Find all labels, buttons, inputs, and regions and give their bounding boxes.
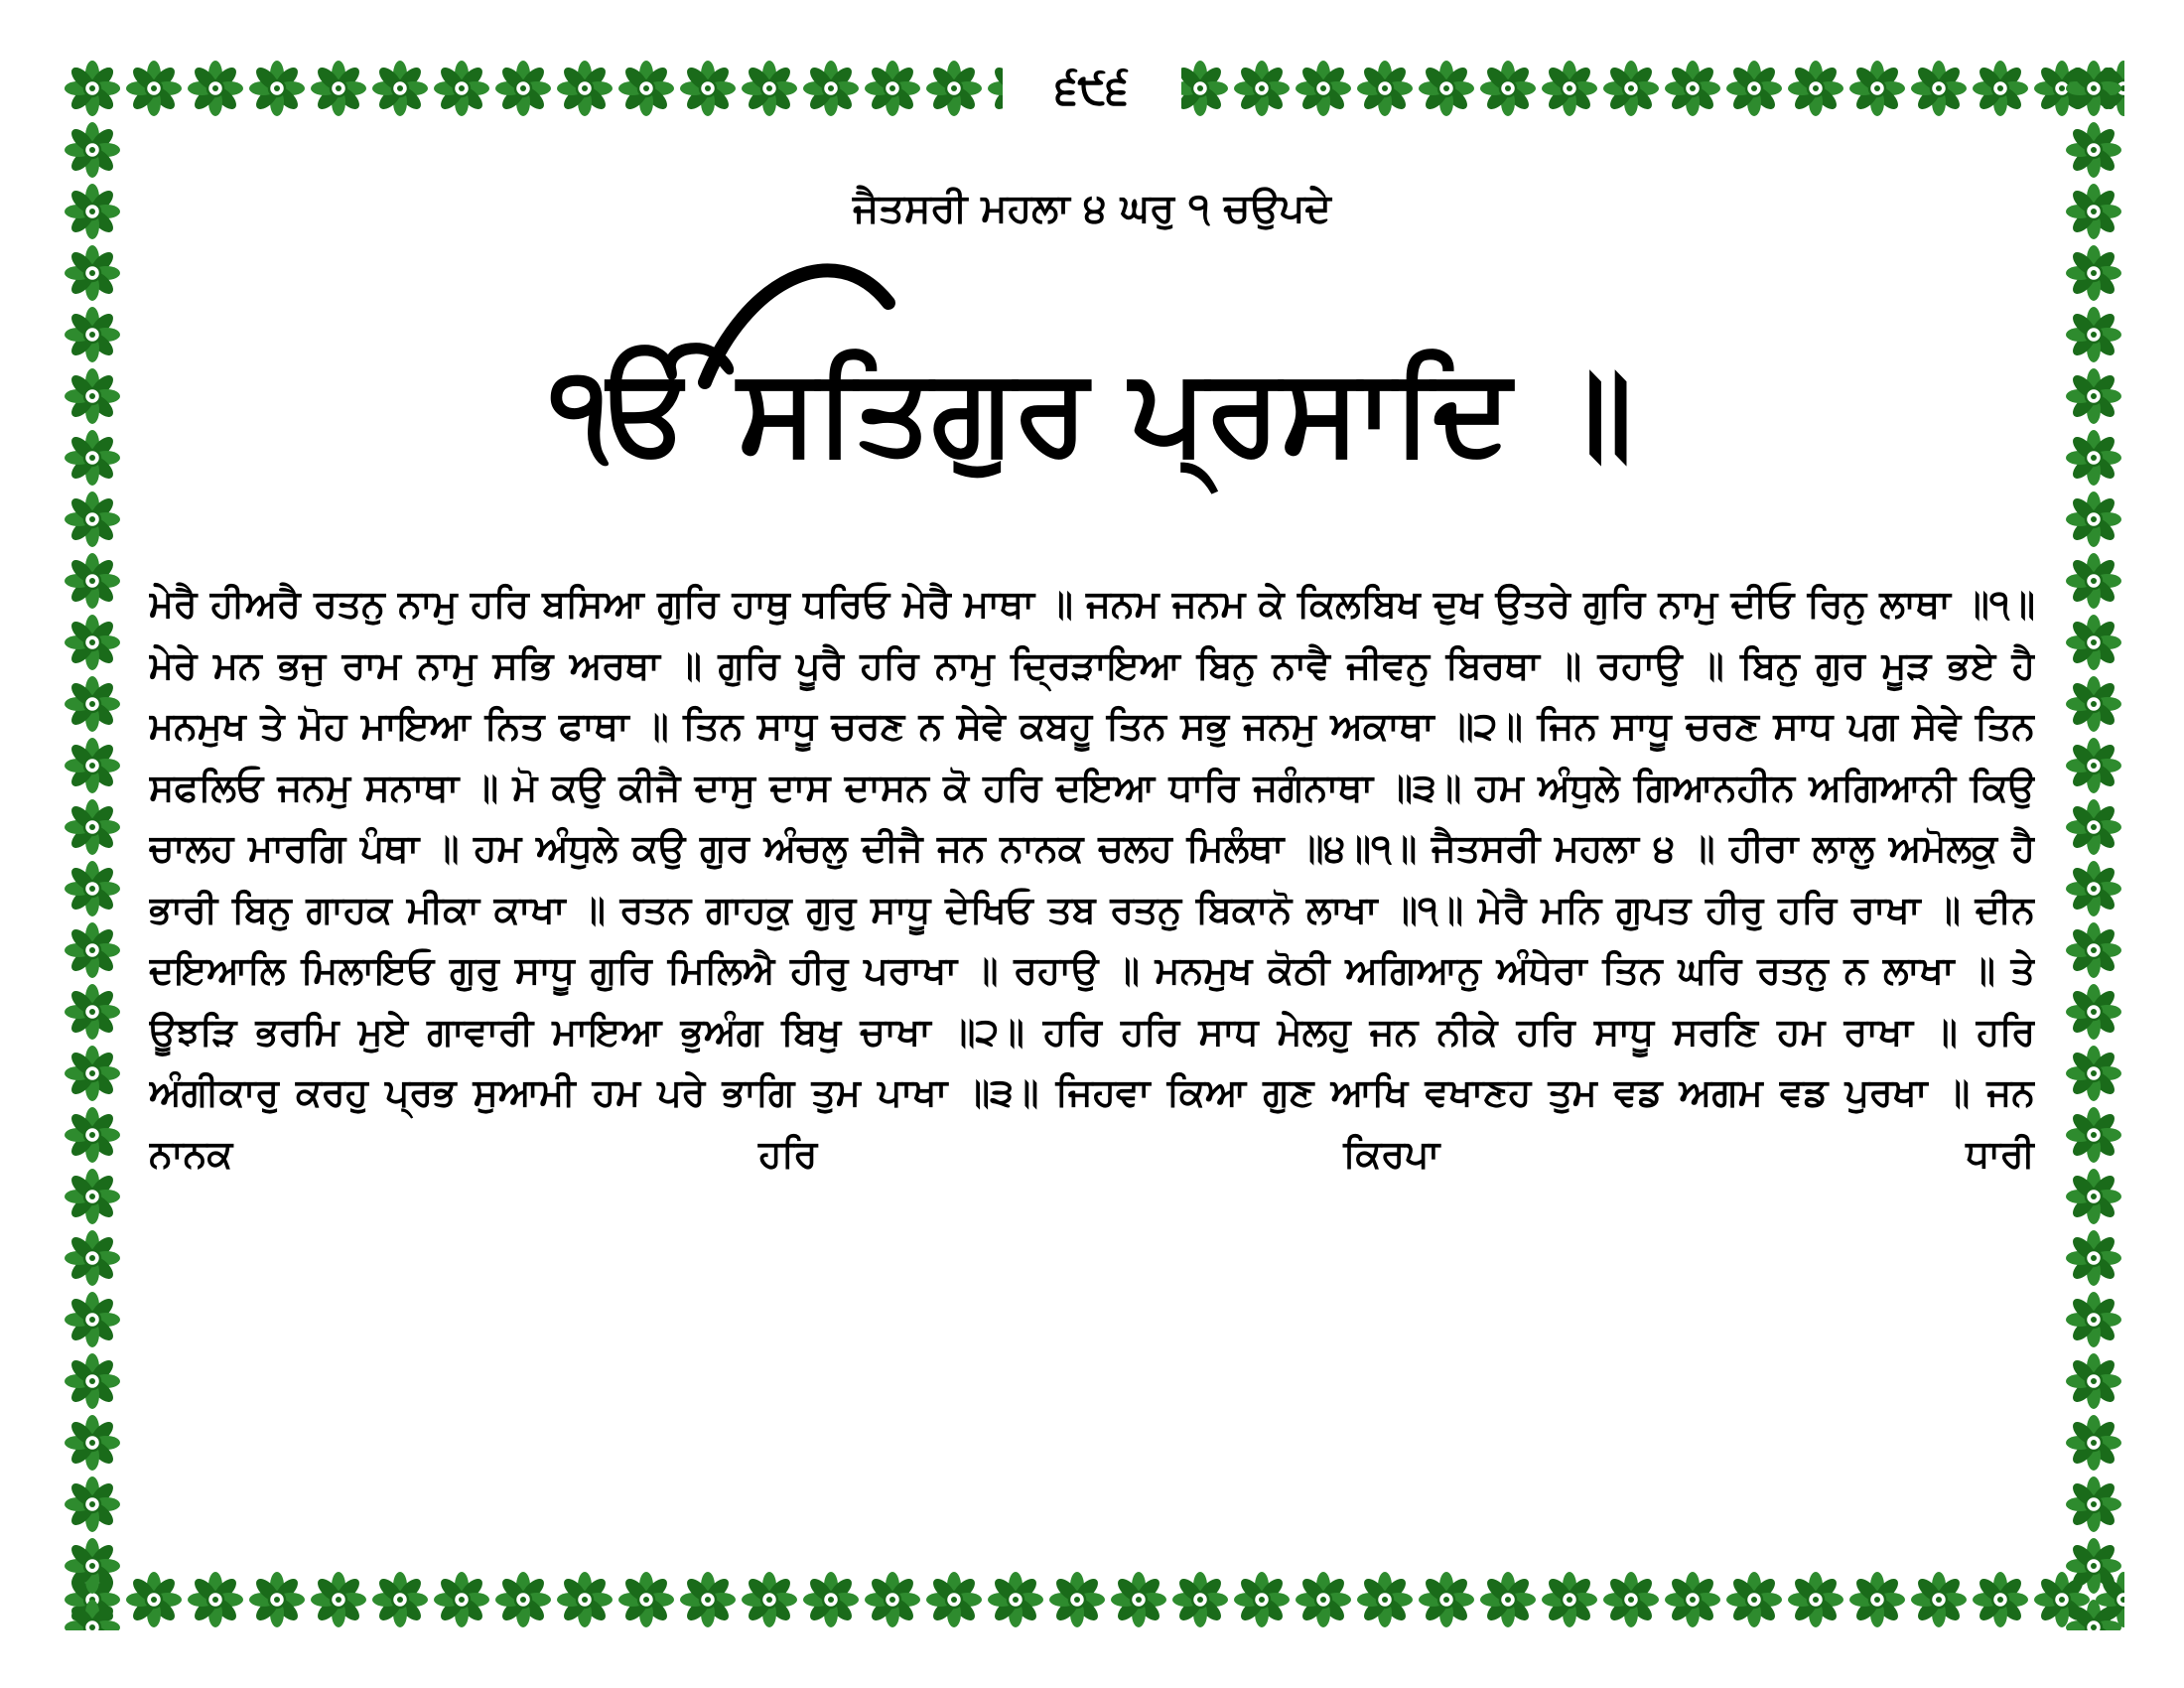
flower-icon bbox=[1419, 61, 1474, 116]
flower-icon bbox=[1234, 61, 1290, 116]
flower-icon bbox=[1788, 61, 1843, 116]
flower-icon bbox=[2066, 738, 2121, 793]
flower-icon bbox=[495, 1572, 551, 1627]
flower-icon bbox=[1480, 61, 1536, 116]
flower-icon bbox=[2066, 368, 2121, 424]
flower-icon bbox=[434, 61, 489, 116]
flower-icon bbox=[434, 1572, 489, 1627]
flower-icon bbox=[2066, 1107, 2121, 1163]
flower-icon bbox=[1726, 1572, 1782, 1627]
flower-icon bbox=[988, 1572, 1043, 1627]
flower-icon bbox=[1973, 1572, 2028, 1627]
flower-icon bbox=[188, 1572, 243, 1627]
flower-icon bbox=[1049, 1572, 1105, 1627]
flower-icon bbox=[65, 184, 120, 239]
flower-icon bbox=[2066, 922, 2121, 978]
flower-icon bbox=[1172, 1572, 1228, 1627]
flower-icon bbox=[65, 922, 120, 978]
flower-icon bbox=[618, 61, 674, 116]
flower-icon bbox=[680, 1572, 736, 1627]
flower-icon bbox=[1788, 1572, 1843, 1627]
verse-body: ਮੇਰੈ ਹੀਅਰੈ ਰਤਨੁ ਨਾਮੁ ਹਰਿ ਬਸਿਆ ਗੁਰਿ ਹਾਥੁ ਧਰਿਓ ਮੇਰੈ ਮਾਥਾ ॥ ਜਨਮ ਜਨਮ ਕੇ ਕਿਲਬਿਖ ਦੁਖ ਉਤਰੇ ਗੁਰਿ ਨਾਮੁ ਦੀਓ ਰਿਨੁ ਲਾਥਾ ॥੧॥ ਮੇਰੇ ਮਨ ਭਜੁ ਰਾਮ ਨਾਮੁ ਸਭਿ ਅਰਥਾ ॥ ਗੁਰਿ ਪੂਰੈ ਹਰਿ ਨਾਮੁ ਦ੍ਰਿੜਾਇਆ ਬਿਨੁ ਨਾਵੈ ਜੀਵਨੁ ਬਿਰਥਾ ॥ ਰਹਾਉ ॥ ਬਿਨੁ ਗੁਰ ਮੂੜ ਭਏ ਹੈ ਮਨਮੁਖ ਤੇ ਮੋਹ ਮਾਇਆ ਨਿਤ ਫਾਥਾ ॥ ਤਿਨ ਸਾਧੂ ਚਰਣ ਨ ਸੇਵੇ ਕਬਹੂ ਤਿਨ ਸਭੁ ਜਨਮੁ ਅਕਾਥਾ ॥੨॥ ਜਿਨ ਸਾਧੂ ਚਰਣ ਸਾਧ ਪਗ ਸੇਵੇ ਤਿਨ ਸਫਲਿਓ ਜਨਮੁ ਸਨਾਥਾ ॥ ਮੋ ਕਉ ਕੀਜੈ ਦਾਸੁ ਦਾਸ ਦਾਸਨ ਕੋ ਹਰਿ ਦਇਆ ਧਾਰਿ ਜਗੰਨਾਥਾ ॥੩॥ ਹਮ ਅੰਧੁਲੇ ਗਿਆਨਹੀਨ ਅਗਿਆਨੀ ਕਿਉ ਚਾਲਹ ਮਾਰਗਿ ਪੰਥਾ ॥ ਹਮ ਅੰਧੁਲੇ ਕਉ ਗੁਰ ਅੰਚਲੁ ਦੀਜੈ ਜਨ ਨਾਨਕ ਚਲਹ ਮਿਲੰਥਾ ॥੪॥੧॥ ਜੈਤਸਰੀ ਮਹਲਾ ੪ ॥ ਹੀਰਾ ਲਾਲੁ ਅਮੋਲਕੁ ਹੈ ਭਾਰੀ ਬਿਨੁ ਗਾਹਕ ਮੀਕਾ ਕਾਖਾ ॥ ਰਤਨ ਗਾਹਕੁ ਗੁਰੁ ਸਾਧੂ ਦੇਖਿਓ ਤਬ ਰਤਨੁ ਬਿਕਾਨੋ ਲਾਖਾ ॥੧॥ ਮੇਰੈ ਮਨਿ ਗੁਪਤ ਹੀਰੁ ਹਰਿ ਰਾਖਾ ॥ ਦੀਨ ਦਇਆਲਿ ਮਿਲਾਇਓ ਗੁਰੁ ਸਾਧੂ ਗੁਰਿ ਮਿਲਿਐ ਹੀਰੁ ਪਰਾਖਾ ॥ ਰਹਾਉ ॥ ਮਨਮੁਖ ਕੋਠੀ ਅਗਿਆਨੁ ਅੰਧੇਰਾ ਤਿਨ ਘਰਿ ਰਤਨੁ ਨ ਲਾਖਾ ॥ ਤੇ ਊਝੜਿ ਭਰਮਿ ਮੁਏ ਗਾਵਾਰੀ ਮਾਇਆ ਭੁਅੰਗ ਬਿਖੁ ਚਾਖਾ ॥੨॥ ਹਰਿ ਹਰਿ ਸਾਧ ਮੇਲਹੁ ਜਨ ਨੀਕੇ ਹਰਿ ਸਾਧੂ ਸਰਣਿ ਹਮ ਰਾਖਾ ॥ ਹਰਿ ਅੰਗੀਕਾਰੁ ਕਰਹੁ ਪ੍ਰਭ ਸੁਆਮੀ ਹਮ ਪਰੇ ਭਾਗਿ ਤੁਮ ਪਾਖਾ ॥੩॥ ਜਿਹਵਾ ਕਿਆ ਗੁਣ ਆਖਿ ਵਖਾਣਹ ਤੁਮ ਵਡ ਅਗਮ ਵਡ ਪੁਰਖਾ ॥ ਜਨ ਨਾਨਕ ਹਰਿ ਕਿਰਪਾ ਧਾਰੀ bbox=[149, 582, 2035, 1176]
flower-icon bbox=[65, 1600, 120, 1630]
flower-icon bbox=[865, 1572, 920, 1627]
flower-icon bbox=[2066, 799, 2121, 855]
flower-icon bbox=[926, 1572, 982, 1627]
flower-icon bbox=[2066, 1600, 2121, 1630]
flower-icon bbox=[2066, 553, 2121, 609]
flower-icon bbox=[926, 61, 982, 116]
flower-icon bbox=[2066, 1169, 2121, 1224]
flower-icon bbox=[2066, 492, 2121, 547]
flower-icon bbox=[372, 61, 428, 116]
flower-icon bbox=[65, 122, 120, 178]
flower-icon bbox=[1973, 61, 2028, 116]
flower-icon bbox=[1111, 1572, 1166, 1627]
flower-icon bbox=[2066, 1353, 2121, 1409]
flower-icon bbox=[742, 1572, 797, 1627]
flower-icon bbox=[65, 676, 120, 732]
flower-icon bbox=[65, 553, 120, 609]
flower-icon bbox=[1419, 1572, 1474, 1627]
flower-icon bbox=[65, 1230, 120, 1286]
flower-icon bbox=[311, 61, 366, 116]
flower-icon bbox=[65, 861, 120, 916]
flower-icon bbox=[557, 61, 613, 116]
flower-icon bbox=[65, 368, 120, 424]
flower-icon bbox=[2066, 245, 2121, 301]
flower-icon bbox=[1911, 61, 1967, 116]
flower-icon bbox=[249, 1572, 305, 1627]
flower-icon bbox=[65, 738, 120, 793]
flower-icon bbox=[65, 1353, 120, 1409]
flower-icon bbox=[2066, 307, 2121, 362]
flower-icon bbox=[2066, 1292, 2121, 1347]
flower-icon bbox=[65, 799, 120, 855]
flower-icon bbox=[65, 61, 120, 116]
flower-icon bbox=[618, 1572, 674, 1627]
flower-icon bbox=[65, 1169, 120, 1224]
flower-icon bbox=[1357, 1572, 1413, 1627]
page-number-container bbox=[1003, 50, 1181, 129]
flower-icon bbox=[803, 61, 859, 116]
flower-icon bbox=[1603, 61, 1659, 116]
flower-icon bbox=[65, 1477, 120, 1532]
flower-icon bbox=[188, 61, 243, 116]
flower-icon bbox=[1665, 1572, 1720, 1627]
flower-icon bbox=[2066, 984, 2121, 1040]
flower-icon bbox=[2066, 615, 2121, 670]
flower-icon bbox=[865, 61, 920, 116]
flower-icon bbox=[126, 61, 182, 116]
flower-icon bbox=[2066, 61, 2121, 116]
flower-icon bbox=[1296, 1572, 1351, 1627]
flower-icon bbox=[557, 1572, 613, 1627]
flower-icon bbox=[65, 430, 120, 486]
flower-icon bbox=[2066, 676, 2121, 732]
flower-icon bbox=[1665, 61, 1720, 116]
flower-icon bbox=[2066, 1477, 2121, 1532]
flower-icon bbox=[1849, 61, 1905, 116]
flower-icon bbox=[1726, 61, 1782, 116]
flower-border-bottom bbox=[62, 1569, 2124, 1630]
flower-icon bbox=[65, 615, 120, 670]
flower-icon bbox=[2066, 1415, 2121, 1471]
flower-icon bbox=[65, 1415, 120, 1471]
page-number: ੬੯੬ bbox=[1055, 64, 1129, 114]
flower-icon bbox=[65, 984, 120, 1040]
flower-icon bbox=[2066, 184, 2121, 239]
flower-icon bbox=[1542, 61, 1597, 116]
flower-icon bbox=[1234, 1572, 1290, 1627]
flower-border-left bbox=[62, 58, 123, 1630]
flower-icon bbox=[65, 492, 120, 547]
flower-icon bbox=[1849, 1572, 1905, 1627]
flower-icon bbox=[2066, 1538, 2121, 1594]
flower-icon bbox=[126, 1572, 182, 1627]
flower-icon bbox=[803, 1572, 859, 1627]
flower-icon bbox=[2066, 1230, 2121, 1286]
flower-icon bbox=[65, 245, 120, 301]
flower-icon bbox=[65, 1046, 120, 1101]
flower-icon bbox=[2066, 122, 2121, 178]
flower-icon bbox=[2066, 861, 2121, 916]
flower-icon bbox=[1911, 1572, 1967, 1627]
flower-icon bbox=[1296, 61, 1351, 116]
flower-icon bbox=[65, 1292, 120, 1347]
flower-icon bbox=[742, 61, 797, 116]
flower-icon bbox=[65, 307, 120, 362]
flower-icon bbox=[1542, 1572, 1597, 1627]
flower-icon bbox=[2066, 1046, 2121, 1101]
flower-icon bbox=[65, 1107, 120, 1163]
flower-icon bbox=[1480, 1572, 1536, 1627]
flower-icon bbox=[1603, 1572, 1659, 1627]
flower-icon bbox=[495, 61, 551, 116]
flower-icon bbox=[372, 1572, 428, 1627]
flower-icon bbox=[680, 61, 736, 116]
invocation-heading: ੴ ਸਤਿਗੁਰ ਪ੍ਰਸਾਦਿ ॥ bbox=[551, 343, 1633, 481]
flower-border-right bbox=[2063, 58, 2124, 1630]
flower-icon bbox=[1357, 61, 1413, 116]
flower-icon bbox=[249, 61, 305, 116]
flower-icon bbox=[2066, 430, 2121, 486]
section-heading: ਜੈਤਸਰੀ ਮਹਲਾ ੪ ਘਰੁ ੧ ਚਉਪਦੇ bbox=[853, 186, 1331, 231]
flower-icon bbox=[311, 1572, 366, 1627]
flower-icon bbox=[65, 1538, 120, 1594]
